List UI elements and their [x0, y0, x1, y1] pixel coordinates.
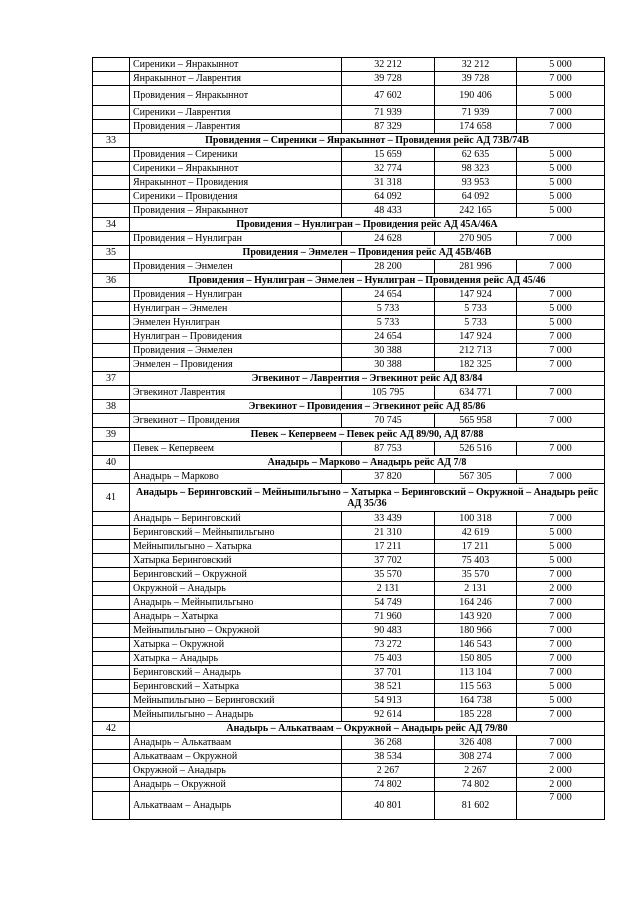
row-number-cell: [93, 316, 130, 330]
row-number-cell: [93, 624, 130, 638]
fare-per-passenger-cell: 71 939: [342, 106, 435, 120]
route-cell: Мейныпильгыно – Анадырь: [130, 708, 342, 722]
row-number-cell: [93, 792, 130, 820]
fare-per-passenger-cell: 17 211: [342, 540, 435, 554]
route-row: [93, 680, 605, 694]
route-row: [93, 624, 605, 638]
fare-per-passenger-cell: 5 733: [342, 302, 435, 316]
fare-total-cell: 100 318: [435, 512, 517, 526]
limit-cell: 7 000: [517, 596, 605, 610]
limit-cell: 5 000: [517, 316, 605, 330]
route-row: [93, 540, 605, 554]
flight-number: 42: [93, 722, 130, 736]
row-number-cell: [93, 610, 130, 624]
route-row: [93, 414, 605, 428]
limit-cell: 2 000: [517, 582, 605, 596]
limit-cell: 5 000: [517, 176, 605, 190]
route-row: [93, 442, 605, 456]
limit-cell: 7 000: [517, 512, 605, 526]
fare-total-cell: 5 733: [435, 316, 517, 330]
route-row: [93, 232, 605, 246]
row-number-cell: [93, 260, 130, 274]
route-row: [93, 596, 605, 610]
route-row: [93, 666, 605, 680]
fare-total-cell: 93 953: [435, 176, 517, 190]
fare-per-passenger-cell: 73 272: [342, 638, 435, 652]
fare-total-cell: 74 802: [435, 778, 517, 792]
fare-total-cell: 147 924: [435, 330, 517, 344]
fare-total-cell: 2 267: [435, 764, 517, 778]
route-cell: Певек – Кепервеем: [130, 442, 342, 456]
flight-number: 33: [93, 134, 130, 148]
fare-total-cell: 146 543: [435, 638, 517, 652]
row-number-cell: [93, 596, 130, 610]
route-row: [93, 302, 605, 316]
row-number-cell: [93, 778, 130, 792]
fare-per-passenger-cell: 71 960: [342, 610, 435, 624]
fare-total-cell: 98 323: [435, 162, 517, 176]
flight-header-row: [93, 246, 605, 260]
row-number-cell: [93, 86, 130, 106]
limit-cell: 7 000: [517, 72, 605, 86]
fare-per-passenger-cell: 39 728: [342, 72, 435, 86]
route-cell: Мейныпильгыно – Хатырка: [130, 540, 342, 554]
flight-number: 40: [93, 456, 130, 470]
route-row: [93, 694, 605, 708]
route-row: [93, 120, 605, 134]
route-row: [93, 778, 605, 792]
flight-title: Певек – Кепервеем – Певек рейс АД 89/90, АД 87/88: [130, 428, 605, 442]
route-row: [93, 708, 605, 722]
limit-cell: 7 000: [517, 708, 605, 722]
fare-total-cell: 143 920: [435, 610, 517, 624]
row-number-cell: [93, 288, 130, 302]
flight-number: 38: [93, 400, 130, 414]
fare-per-passenger-cell: 87 753: [342, 442, 435, 456]
row-number-cell: [93, 386, 130, 400]
route-cell: Нунлигран – Энмелен: [130, 302, 342, 316]
fare-total-cell: 39 728: [435, 72, 517, 86]
route-cell: Янракыннот – Лаврентия: [130, 72, 342, 86]
fare-per-passenger-cell: 38 534: [342, 750, 435, 764]
route-cell: Эгвекинот Лаврентия: [130, 386, 342, 400]
limit-cell: 5 000: [517, 554, 605, 568]
flight-header-row: [93, 372, 605, 386]
row-number-cell: [93, 176, 130, 190]
fare-total-cell: 147 924: [435, 288, 517, 302]
row-number-cell: [93, 568, 130, 582]
route-row: [93, 736, 605, 750]
route-cell: Провидения – Энмелен: [130, 260, 342, 274]
route-cell: Сиреники – Янракыннот: [130, 162, 342, 176]
route-cell: Мейныпильгыно – Беринговский: [130, 694, 342, 708]
fare-total-cell: 182 325: [435, 358, 517, 372]
limit-cell: 5 000: [517, 540, 605, 554]
fare-total-cell: 150 805: [435, 652, 517, 666]
route-cell: Окружной – Анадырь: [130, 764, 342, 778]
route-row: [93, 512, 605, 526]
fare-total-cell: 164 246: [435, 596, 517, 610]
fare-per-passenger-cell: 30 388: [342, 358, 435, 372]
fare-total-cell: 567 305: [435, 470, 517, 484]
row-number-cell: [93, 358, 130, 372]
flight-header-row: [93, 400, 605, 414]
row-number-cell: [93, 652, 130, 666]
fare-total-cell: 115 563: [435, 680, 517, 694]
route-cell: Окружной – Анадырь: [130, 582, 342, 596]
row-number-cell: [93, 148, 130, 162]
fare-per-passenger-cell: 2 267: [342, 764, 435, 778]
fare-per-passenger-cell: 15 659: [342, 148, 435, 162]
fare-total-cell: 565 958: [435, 414, 517, 428]
fare-per-passenger-cell: 32 774: [342, 162, 435, 176]
row-number-cell: [93, 58, 130, 72]
fare-per-passenger-cell: 24 628: [342, 232, 435, 246]
flight-header-row: [93, 428, 605, 442]
flight-header-row: [93, 134, 605, 148]
route-row: [93, 764, 605, 778]
fare-per-passenger-cell: 37 820: [342, 470, 435, 484]
limit-cell: 7 000: [517, 610, 605, 624]
route-cell: Алькатваам – Анадырь: [130, 792, 342, 820]
flight-title: Провидения – Нунлигран – Провидения рейс АД 45А/46А: [130, 218, 605, 232]
limit-cell: 5 000: [517, 680, 605, 694]
row-number-cell: [93, 162, 130, 176]
route-cell: Провидения – Янракыннот: [130, 86, 342, 106]
route-cell: Провидения – Янракыннот: [130, 204, 342, 218]
route-cell: Мейныпильгыно – Окружной: [130, 624, 342, 638]
row-number-cell: [93, 120, 130, 134]
fare-total-cell: 185 228: [435, 708, 517, 722]
limit-cell: 7 000: [517, 358, 605, 372]
flight-number: 39: [93, 428, 130, 442]
fare-total-cell: 242 165: [435, 204, 517, 218]
route-row: [93, 58, 605, 72]
route-cell: Провидения – Нунлигран: [130, 232, 342, 246]
route-cell: Провидения – Нунлигран: [130, 288, 342, 302]
fare-per-passenger-cell: 5 733: [342, 316, 435, 330]
row-number-cell: [93, 470, 130, 484]
limit-cell: 7 000: [517, 106, 605, 120]
row-number-cell: [93, 736, 130, 750]
route-cell: Беринговский – Окружной: [130, 568, 342, 582]
row-number-cell: [93, 554, 130, 568]
fare-total-cell: 634 771: [435, 386, 517, 400]
route-row: [93, 638, 605, 652]
fare-per-passenger-cell: 75 403: [342, 652, 435, 666]
row-number-cell: [93, 764, 130, 778]
fare-total-cell: 75 403: [435, 554, 517, 568]
fare-per-passenger-cell: 31 318: [342, 176, 435, 190]
fare-per-passenger-cell: 36 268: [342, 736, 435, 750]
fare-per-passenger-cell: 92 614: [342, 708, 435, 722]
fare-total-cell: 180 966: [435, 624, 517, 638]
fare-per-passenger-cell: 70 745: [342, 414, 435, 428]
route-cell: Беринговский – Мейныпильгыно: [130, 526, 342, 540]
fare-total-cell: 62 635: [435, 148, 517, 162]
route-row: [93, 86, 605, 106]
fare-per-passenger-cell: 2 131: [342, 582, 435, 596]
limit-cell: 5 000: [517, 204, 605, 218]
limit-cell: 7 000: [517, 568, 605, 582]
fare-per-passenger-cell: 21 310: [342, 526, 435, 540]
row-number-cell: [93, 694, 130, 708]
route-cell: Алькатваам – Окружной: [130, 750, 342, 764]
limit-cell: 7 000: [517, 736, 605, 750]
fare-table: [92, 57, 605, 820]
fare-per-passenger-cell: 48 433: [342, 204, 435, 218]
flight-title: Эгвекинот – Лаврентия – Эгвекинот рейс АД 83/84: [130, 372, 605, 386]
row-number-cell: [93, 72, 130, 86]
route-cell: Хатырка Беринговский: [130, 554, 342, 568]
fare-per-passenger-cell: 32 212: [342, 58, 435, 72]
route-cell: Энмелен Нунлигран: [130, 316, 342, 330]
fare-total-cell: 2 131: [435, 582, 517, 596]
route-cell: Хатырка – Окружной: [130, 638, 342, 652]
row-number-cell: [93, 204, 130, 218]
limit-cell: 7 000: [517, 260, 605, 274]
flight-title: Провидения – Нунлигран – Энмелен – Нунлигран – Провидения рейс АД 45/46: [130, 274, 605, 288]
route-cell: Сиреники – Янракыннот: [130, 58, 342, 72]
route-row: [93, 288, 605, 302]
fare-per-passenger-cell: 40 801: [342, 792, 435, 820]
fare-per-passenger-cell: 37 702: [342, 554, 435, 568]
fare-total-cell: 35 570: [435, 568, 517, 582]
limit-cell: 5 000: [517, 148, 605, 162]
route-row: [93, 526, 605, 540]
fare-total-cell: 81 602: [435, 792, 517, 820]
route-row: [93, 148, 605, 162]
flight-header-row: [93, 722, 605, 736]
limit-cell: 7 000: [517, 652, 605, 666]
route-row: [93, 610, 605, 624]
fare-total-cell: 281 996: [435, 260, 517, 274]
fare-per-passenger-cell: 33 439: [342, 512, 435, 526]
fare-total-cell: 326 408: [435, 736, 517, 750]
flight-header-row: [93, 484, 605, 512]
route-row: [93, 260, 605, 274]
fare-per-passenger-cell: 28 200: [342, 260, 435, 274]
fare-per-passenger-cell: 74 802: [342, 778, 435, 792]
flight-title: Эгвекинот – Провидения – Эгвекинот рейс АД 85/86: [130, 400, 605, 414]
fare-per-passenger-cell: 30 388: [342, 344, 435, 358]
limit-cell: 7 000: [517, 750, 605, 764]
flight-number: 34: [93, 218, 130, 232]
fare-per-passenger-cell: 35 570: [342, 568, 435, 582]
route-cell: Провидения – Энмелен: [130, 344, 342, 358]
fare-per-passenger-cell: 38 521: [342, 680, 435, 694]
route-row: [93, 316, 605, 330]
flight-title: Провидения – Энмелен – Провидения рейс АД 45В/46В: [130, 246, 605, 260]
fare-total-cell: 212 713: [435, 344, 517, 358]
fare-per-passenger-cell: 64 092: [342, 190, 435, 204]
flight-title: Анадырь – Марково – Анадырь рейс АД 7/8: [130, 456, 605, 470]
fare-per-passenger-cell: 54 913: [342, 694, 435, 708]
row-number-cell: [93, 302, 130, 316]
row-number-cell: [93, 512, 130, 526]
limit-cell: 7 000: [517, 288, 605, 302]
flight-number: 37: [93, 372, 130, 386]
flight-title: Провидения – Сиреники – Янракыннот – Провидения рейс АД 73В/74В: [130, 134, 605, 148]
limit-cell: 7 000: [517, 414, 605, 428]
route-cell: Эгвекинот – Провидения: [130, 414, 342, 428]
limit-cell: 7 000: [517, 470, 605, 484]
fare-total-cell: 64 092: [435, 190, 517, 204]
route-cell: Беринговский – Анадырь: [130, 666, 342, 680]
fare-per-passenger-cell: 105 795: [342, 386, 435, 400]
route-cell: Анадырь – Беринговский: [130, 512, 342, 526]
route-row: [93, 582, 605, 596]
flight-number: 41: [93, 484, 130, 512]
limit-cell: 7 000: [517, 120, 605, 134]
route-row: [93, 358, 605, 372]
fare-total-cell: 190 406: [435, 86, 517, 106]
route-row: [93, 162, 605, 176]
fare-per-passenger-cell: 87 329: [342, 120, 435, 134]
route-row: [93, 106, 605, 120]
fare-total-cell: 71 939: [435, 106, 517, 120]
fare-per-passenger-cell: 54 749: [342, 596, 435, 610]
limit-cell: 7 000: [517, 442, 605, 456]
limit-cell: 2 000: [517, 764, 605, 778]
route-row: [93, 386, 605, 400]
limit-cell: 7 000: [517, 638, 605, 652]
limit-cell: 2 000: [517, 778, 605, 792]
fare-per-passenger-cell: 37 701: [342, 666, 435, 680]
route-row: [93, 330, 605, 344]
fare-per-passenger-cell: 24 654: [342, 288, 435, 302]
row-number-cell: [93, 666, 130, 680]
route-cell: Анадырь – Алькатваам: [130, 736, 342, 750]
route-row: [93, 750, 605, 764]
limit-cell: 5 000: [517, 190, 605, 204]
fare-total-cell: 526 516: [435, 442, 517, 456]
route-row: [93, 568, 605, 582]
limit-cell: 5 000: [517, 86, 605, 106]
fare-total-cell: 174 658: [435, 120, 517, 134]
route-cell: Сиреники – Лаврентия: [130, 106, 342, 120]
limit-cell: 7 000: [517, 330, 605, 344]
route-row: [93, 652, 605, 666]
fare-total-cell: 164 738: [435, 694, 517, 708]
row-number-cell: [93, 582, 130, 596]
flight-header-row: [93, 218, 605, 232]
route-cell: Нунлигран – Провидения: [130, 330, 342, 344]
fare-total-cell: 5 733: [435, 302, 517, 316]
fare-total-cell: 42 619: [435, 526, 517, 540]
route-cell: Беринговский – Хатырка: [130, 680, 342, 694]
fare-per-passenger-cell: 47 602: [342, 86, 435, 106]
row-number-cell: [93, 540, 130, 554]
route-cell: Провидения – Лаврентия: [130, 120, 342, 134]
route-row: [93, 470, 605, 484]
limit-cell: 7 000: [517, 624, 605, 638]
fare-per-passenger-cell: 90 483: [342, 624, 435, 638]
route-cell: Анадырь – Хатырка: [130, 610, 342, 624]
row-number-cell: [93, 680, 130, 694]
limit-cell: 7 000: [517, 386, 605, 400]
limit-cell: 5 000: [517, 526, 605, 540]
row-number-cell: [93, 106, 130, 120]
fare-total-cell: 308 274: [435, 750, 517, 764]
fare-total-cell: 270 905: [435, 232, 517, 246]
row-number-cell: [93, 708, 130, 722]
route-row: [93, 190, 605, 204]
limit-cell: 7 000: [517, 344, 605, 358]
fare-table-body: [93, 58, 605, 820]
limit-cell: 5 000: [517, 302, 605, 316]
route-cell: Сиреники – Провидения: [130, 190, 342, 204]
row-number-cell: [93, 638, 130, 652]
route-row: [93, 554, 605, 568]
route-cell: Энмелен – Провидения: [130, 358, 342, 372]
row-number-cell: [93, 190, 130, 204]
limit-cell: 5 000: [517, 162, 605, 176]
route-row: [93, 176, 605, 190]
route-row: [93, 72, 605, 86]
limit-cell: 5 000: [517, 694, 605, 708]
flight-title: Анадырь – Беринговский – Мейныпильгыно – Хатырка – Беринговский – Окружной – Анадырь рейс АД 35/36: [130, 484, 605, 512]
row-number-cell: [93, 344, 130, 358]
route-row: [93, 344, 605, 358]
fare-total-cell: 32 212: [435, 58, 517, 72]
flight-number: 36: [93, 274, 130, 288]
row-number-cell: [93, 750, 130, 764]
limit-cell: 7 000: [517, 666, 605, 680]
fare-total-cell: 113 104: [435, 666, 517, 680]
route-cell: Анадырь – Мейныпильгыно: [130, 596, 342, 610]
row-number-cell: [93, 526, 130, 540]
limit-cell: 5 000: [517, 58, 605, 72]
row-number-cell: [93, 232, 130, 246]
route-cell: Анадырь – Окружной: [130, 778, 342, 792]
flight-number: 35: [93, 246, 130, 260]
limit-cell: 7 000: [517, 792, 605, 820]
row-number-cell: [93, 442, 130, 456]
route-cell: Хатырка – Анадырь: [130, 652, 342, 666]
route-cell: Провидения – Сиреники: [130, 148, 342, 162]
limit-cell: 7 000: [517, 232, 605, 246]
row-number-cell: [93, 414, 130, 428]
route-row: [93, 792, 605, 820]
fare-total-cell: 17 211: [435, 540, 517, 554]
flight-header-row: [93, 456, 605, 470]
flight-header-row: [93, 274, 605, 288]
route-row: [93, 204, 605, 218]
fare-per-passenger-cell: 24 654: [342, 330, 435, 344]
route-cell: Янракыннот – Провидения: [130, 176, 342, 190]
row-number-cell: [93, 330, 130, 344]
route-cell: Анадырь – Марково: [130, 470, 342, 484]
flight-title: Анадырь – Алькатваам – Окружной – Анадырь рейс АД 79/80: [130, 722, 605, 736]
